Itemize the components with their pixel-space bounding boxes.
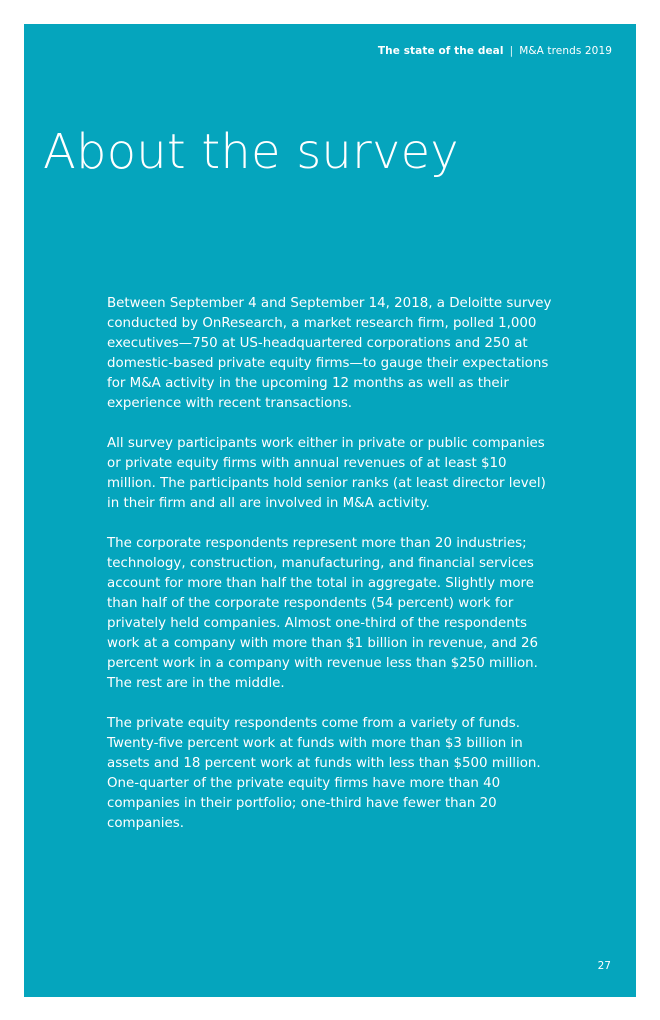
publication-subtitle: M&A trends 2019 bbox=[519, 45, 612, 57]
publication-title: The state of the deal bbox=[377, 45, 504, 57]
page-title: About the survey bbox=[43, 124, 459, 180]
running-header bbox=[378, 45, 612, 57]
paragraph-corporate-respondents: The corporate respondents represent more than 20 industries; technology, construction, manufacturing, and financial services account for more than half the total in aggregate. Slightly more than half of the corporate respondents (54 percent) work for privately held companies. Almost one-third of the respondents work at a company with more than $1 billion in revenue, and 26 percent work in a company with revenue less than $250 million. The rest are in the middle. bbox=[107, 536, 539, 691]
paragraph-private-equity-respondents: The private equity respondents come from a variety of funds. Twenty-five percent work at funds with more than $3 billion in assets and 18 percent work at funds with less than $500 million. One-quarter of the private equity firms have more than 40 companies in their portfolio; one-third have fewer than 20 companies. bbox=[107, 716, 541, 831]
paragraph-participants: All survey participants work either in private or public companies or private equity firms with annual revenues of at least $10 million. The participants hold senior ranks (at least director level) in their firm and all are involved in M&A activity. bbox=[107, 436, 546, 511]
paragraph-survey-overview: Between September 4 and September 14, 2018, a Deloitte survey conducted by OnResearch, a market research firm, polled 1,000 executives—750 at US-headquartered corporations and 250 at domestic-based private equity firms—to gauge their expectations for M&A activity in the upcoming 12 months as well as their experience with recent transactions. bbox=[107, 296, 552, 411]
page-panel bbox=[24, 24, 636, 997]
body-text bbox=[107, 294, 557, 854]
page-number: 27 bbox=[597, 960, 611, 972]
header-separator: | bbox=[509, 45, 514, 57]
